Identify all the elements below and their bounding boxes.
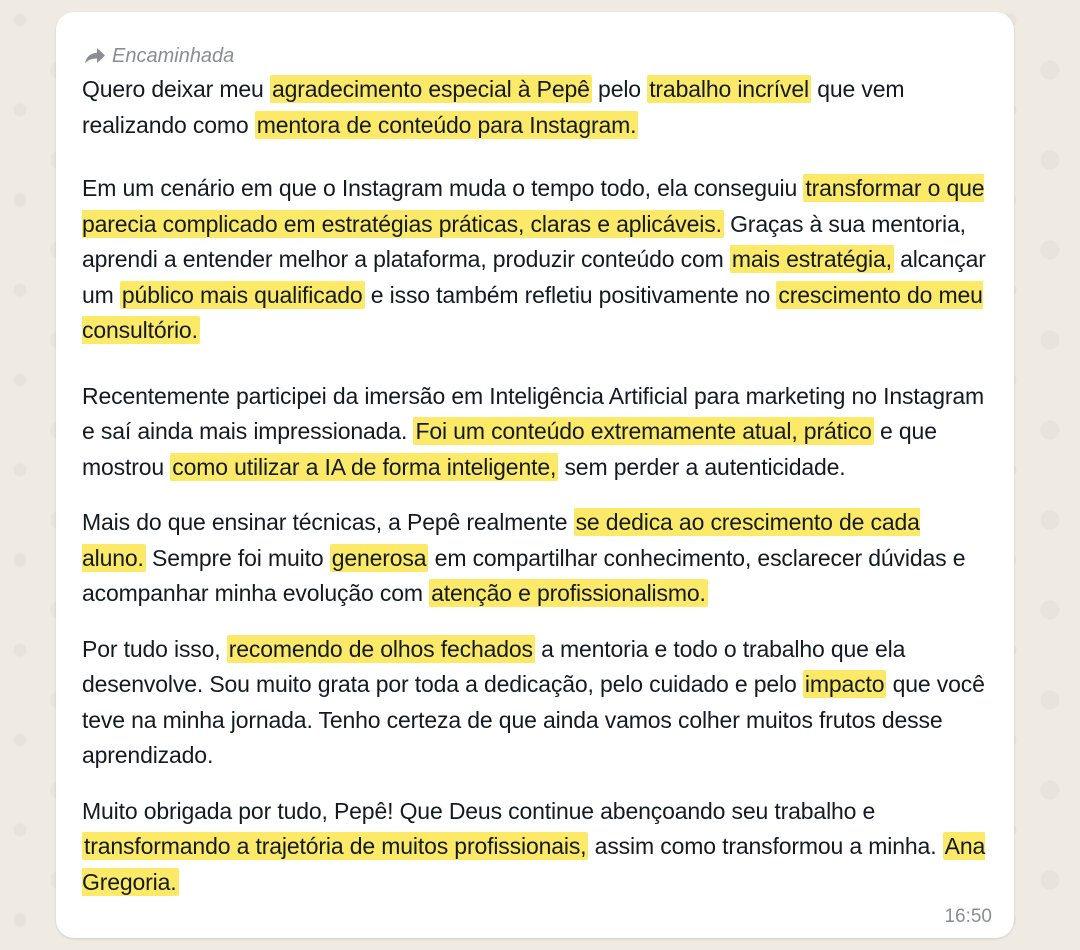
highlighted-text: crescimento do meu consultório. xyxy=(82,281,983,343)
message-text-segment: e que mostrou xyxy=(82,418,937,480)
message-bubble[interactable] xyxy=(56,12,1014,938)
highlighted-text: mentora de conteúdo para Instagram. xyxy=(256,111,637,138)
message-text-segment: Quero deixar meu xyxy=(82,76,270,102)
message-text-segment: sem perder a autenticidade. xyxy=(558,453,846,480)
highlighted-text: público mais qualificado xyxy=(121,281,363,308)
message-text-segment: que vem realizando como xyxy=(82,76,905,138)
message-text-segment: Mais do que ensinar técnicas, a Pepê realmente xyxy=(82,509,574,535)
highlighted-text: Foi um conteúdo extremamente atual, prático xyxy=(415,418,872,444)
highlighted-text: se dedica ao crescimento de cada aluno. xyxy=(82,509,920,571)
message-text-segment: Por tudo isso, xyxy=(82,635,227,662)
highlighted-text: transformar o que parecia complicado em estratégias práticas, claras e aplicáveis. xyxy=(82,175,985,237)
message-paragraph xyxy=(82,171,988,349)
highlighted-text: Ana Gregoria. xyxy=(82,833,986,895)
message-text-segment: Graças à sua mentoria, aprendi a entender melhor a plataforma, produzir conteúdo com xyxy=(82,210,966,272)
message-text-segment: Recentemente participei da imersão em Inteligência Artificial para marketing no Instagram e saí ainda mais impressionada. xyxy=(82,382,984,444)
highlighted-text: agradecimento especial à Pepê xyxy=(271,76,590,102)
forwarded-text: Encaminhada xyxy=(112,44,235,67)
message-text-segment: pelo xyxy=(591,76,648,102)
message-paragraph xyxy=(82,379,988,486)
highlighted-text: impacto xyxy=(804,671,885,697)
highlighted-text: como utilizar a IA de forma inteligente, xyxy=(172,453,557,480)
message-text-segment: Muito obrigada por tudo, Pepê! Que Deus continue abençoando seu trabalho e xyxy=(82,797,876,824)
forward-arrow-icon xyxy=(84,47,106,65)
highlighted-text: recomendo de olhos fechados xyxy=(228,635,533,662)
message-text-segment: Sempre foi muito xyxy=(145,544,330,571)
message-paragraph xyxy=(82,72,988,143)
message-timestamp: 16:50 xyxy=(944,906,992,927)
forwarded-label xyxy=(84,42,988,70)
highlighted-text: trabalho incrível xyxy=(649,76,809,102)
message-text-segment: Em um cenário em que o Instagram muda o tempo todo, ela conseguiu xyxy=(82,175,804,201)
message-text-segment: alcançar um xyxy=(82,246,986,308)
message-text-segment: que você teve na minha jornada. Tenho certeza de que ainda vamos colher muitos frutos desse aprendizado. xyxy=(82,671,985,768)
highlighted-text: atenção e profissionalismo. xyxy=(431,580,706,606)
message-text-segment: em compartilhar conhecimento, esclarecer dúvidas e acompanhar minha evolução com xyxy=(82,544,966,606)
message-text xyxy=(82,72,988,900)
message-text-segment: e isso também refletiu positivamente no xyxy=(364,281,777,308)
message-paragraph xyxy=(82,505,988,612)
message-text-segment: assim como transformou a minha. xyxy=(588,833,943,859)
message-paragraph xyxy=(82,794,988,901)
highlighted-text: mais estratégia, xyxy=(731,246,892,272)
message-paragraph xyxy=(82,632,988,774)
message-text-segment: a mentoria e todo o trabalho que ela desenvolve. Sou muito grata por toda a dedicação, pelo cuidado e pelo xyxy=(82,635,906,697)
highlighted-text: generosa xyxy=(331,544,427,571)
highlighted-text: transformando a trajetória de muitos profissionais, xyxy=(84,833,587,859)
